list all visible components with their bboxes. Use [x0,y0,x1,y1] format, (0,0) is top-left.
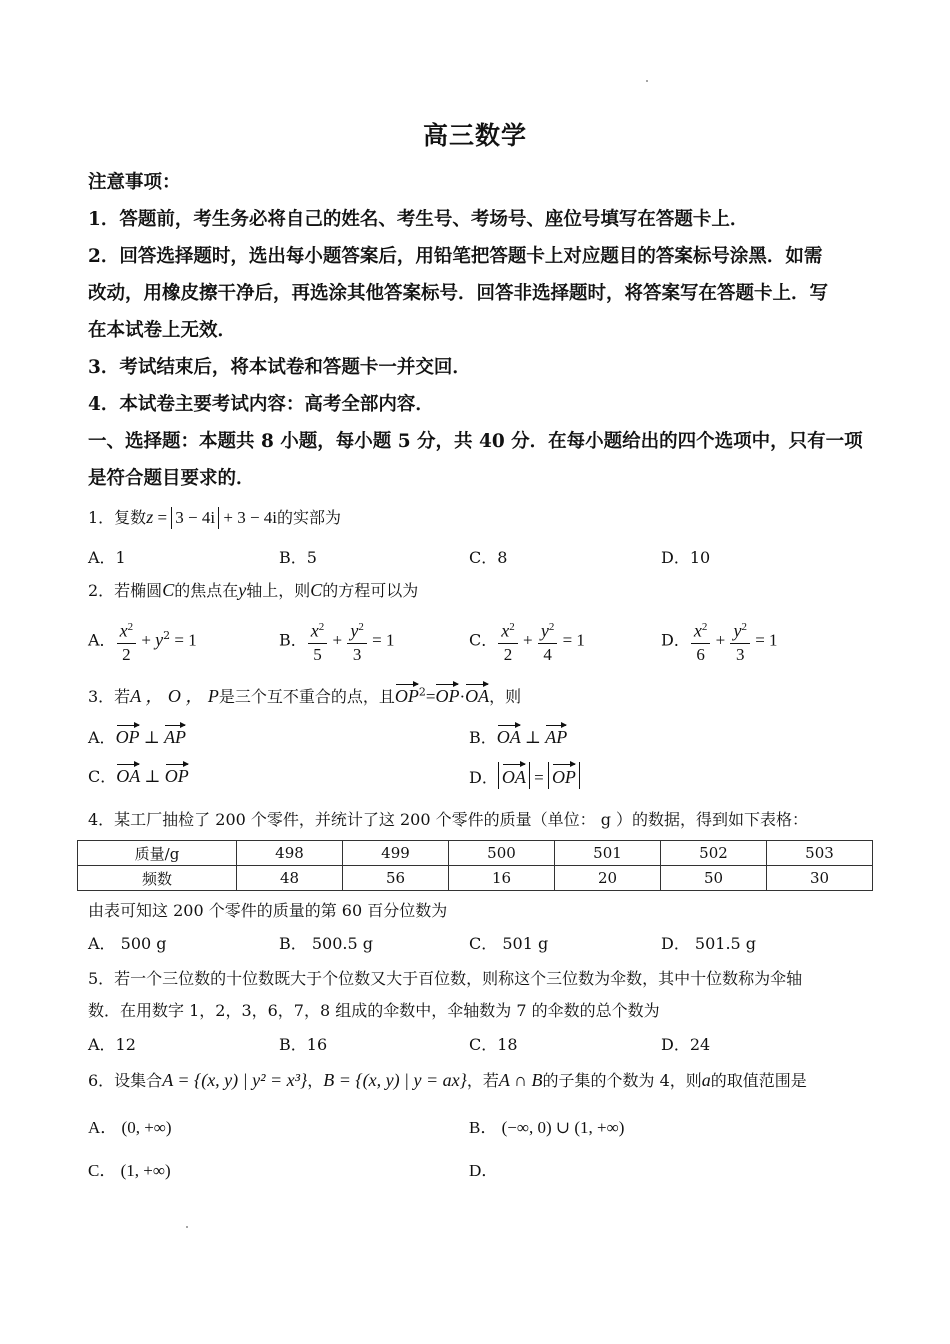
table-cell: 50 [661,866,767,891]
question-5-line-1: 5．若一个三位数的十位数既大于个位数又大于百位数，则称这个三位数为伞数，其中十位数称为伞轴 [88,969,803,988]
q3-c-label: C． [88,767,117,786]
q2-c-den: 2 [503,644,513,664]
q3-option-c [88,762,189,787]
q2-option-a-label: A． [88,630,116,650]
q2-var-c2: C [310,580,323,600]
table-cell: 503 [767,841,873,866]
q1-option-d: D．10 [661,548,711,567]
q6-comma: ， [307,1071,324,1090]
notice-item-2-line-3: 在本试卷上无效． [88,320,237,341]
q2-text-b: 的焦点在 [174,581,239,600]
q2-d-num: x [693,620,702,641]
q3-points: A ， O ， P [130,686,219,706]
q2-option-d-label: D． [661,630,690,650]
q3-d-v1: OA [502,762,526,788]
q3-vec-oa: OA [465,682,489,707]
q2-b-sq: 2 [318,621,325,633]
q2-d-den2: 3 [735,644,745,664]
q3-c-v1: OA [116,762,140,787]
q6-var-a: a [701,1070,711,1090]
q3-d-v2: OP [552,762,576,788]
notice-item-1: 1．答题前，考生务必将自己的姓名、考生号、考场号、座位号填写在答题卡上． [88,209,749,230]
q2-c-sq2: 2 [548,621,555,633]
q2-text-d: 的方程可以为 [322,581,419,600]
scan-speck [646,80,648,82]
question-1-stem [88,505,341,529]
q2-a-y-sq: 2 [163,629,171,642]
table-cell: 498 [237,841,343,866]
q2-option-b [279,616,394,666]
table-row [78,841,873,866]
q2-d-sq: 2 [701,621,708,633]
q3-d-label: D． [469,768,498,787]
q1-suffix: 的实部为 [277,508,342,527]
q2-option-c [469,616,585,666]
q1-var-z: z [146,507,154,527]
q4-table [77,840,873,891]
table-cell: 502 [661,841,767,866]
notice-heading: 注意事项： [88,172,181,193]
q2-d-num2: y [733,620,742,641]
q5-option-a: A．12 [88,1035,136,1054]
q2-var-y: y [238,580,247,600]
question-4-after-table: 由表可知这 200 个零件的质量的第 60 百分位数为 [88,901,448,920]
q4-option-a: A． 500 g [88,934,167,953]
q3-a-v1: OP [116,723,140,748]
q6-tail-1: 的子集的个数为 4，则 [542,1071,702,1090]
q3-dot: · [459,687,466,706]
table-cell: 30 [767,866,873,891]
table-cell: 48 [237,866,343,891]
q1-eq: = [153,508,172,527]
q2-text-c: 轴上，则 [246,581,311,600]
q2-d-tail: = 1 [750,630,778,650]
q2-d-plus: + [711,630,730,650]
question-4-stem: 4．某工厂抽检了 200 个零件，并统计了这 200 个零件的质量（单位： g ）的数据，得到如下表格： [88,810,809,829]
q2-d-sq2: 2 [741,621,747,633]
question-2-stem [88,578,418,601]
q6-option-d: D． [469,1161,499,1180]
q2-a-den: 2 [122,644,131,664]
q2-b-num: x [310,620,319,641]
q2-var-c: C [162,580,175,600]
q1-abs-term: 3 − 4i [171,507,219,529]
table-cell: 499 [343,841,449,866]
q3-b-v1: OA [497,723,521,748]
q6-set-b: B = {(x, y) | y = ax} [323,1070,467,1090]
q3-option-a [88,723,186,748]
table-cell: 频数 [78,866,237,891]
table-cell: 500 [449,841,555,866]
q6-prefix: 6．设集合 [88,1071,163,1090]
section-heading-line-1: 一、选择题：本题共 8 小题，每小题 5 分，共 40 分．在每小题给出的四个选项中，只有一项 [88,431,863,452]
q2-c-tail: = 1 [558,630,585,650]
q3-option-b [469,723,567,748]
question-3-stem [88,682,521,708]
q3-a-v2: AP [164,723,186,748]
scan-speck [186,1226,188,1228]
q1-option-b: B．5 [279,548,317,567]
q5-option-d: D．24 [661,1035,711,1054]
notice-item-4: 4．本试卷主要考试内容：高考全部内容． [88,394,434,415]
question-6-stem [88,1068,807,1091]
section-heading-line-2: 是符合题目要求的． [88,468,255,489]
q3-b-label: B． [469,728,497,747]
q3-eq: = [425,687,436,706]
notice-item-2-line-1: 2．回答选择题时，选出每小题答案后，用铅笔把答题卡上对应题目的答案标号涂黑．如需 [88,246,823,267]
q2-option-d [661,616,778,666]
q5-option-c: C．18 [469,1035,518,1054]
table-cell: 20 [555,866,661,891]
q2-b-den2: 3 [352,644,362,664]
page-title: 高三数学 [422,121,527,150]
notice-item-3: 3．考试结束后，将本试卷和答题卡一并交回． [88,357,471,378]
table-row [78,866,873,891]
q6-tail-2: 的取值范围是 [710,1071,807,1090]
q6-option-a: A． (0, +∞) [88,1118,172,1137]
q3-b-op: ⊥ [520,728,546,747]
q6-option-b: B． (−∞, 0) ∪ (1, +∞) [469,1118,625,1137]
table-cell: 16 [449,866,555,891]
q2-a-sq: 2 [127,621,134,633]
notice-item-2-line-2: 改动，用橡皮擦干净后，再选涂其他答案标号．回答非选择题时，将答案写在答题卡上．写 [88,283,829,304]
q2-option-c-label: C． [469,630,498,650]
q1-option-c: C．8 [469,548,508,567]
q4-option-b: B． 500.5 g [279,934,373,953]
q6-option-c: C． (1, +∞) [88,1161,171,1180]
q3-a-op: ⊥ [139,728,165,747]
q3-text-c: ，则 [489,687,522,706]
table-cell: 质量/g [78,841,237,866]
q2-text-a: 2．若椭圆 [88,581,163,600]
q2-a-plus: + [137,630,156,650]
q3-text-b: 是三个互不重合的点，且 [218,687,395,706]
q3-vec-op2: OP [435,682,459,707]
q2-option-a [88,616,197,666]
q2-c-num2: y [540,620,549,641]
question-5-line-2: 数．在用数字 1，2，3，6，7，8 组成的伞数中，伞轴数为 7 的伞数的总个数为 [88,1001,660,1020]
q2-b-num2: y [350,620,359,641]
q5-option-b: B．16 [279,1035,328,1054]
q3-c-op: ⊥ [140,767,165,786]
q1-prefix: 1．复数 [88,508,147,527]
q4-option-d: D． 501.5 g [661,934,757,953]
q2-option-b-label: B． [279,630,307,650]
q2-c-plus: + [518,630,537,650]
q2-b-den: 5 [313,644,322,664]
q3-vec-op: OP [395,682,419,707]
q3-option-d [469,762,580,789]
q1-option-a: A．1 [88,548,126,567]
table-cell: 501 [555,841,661,866]
q6-set-a: A = {(x, y) | y² = x³} [162,1070,308,1090]
q3-a-label: A． [88,728,116,747]
q6-intersection: A ∩ B [498,1070,543,1090]
table-cell: 56 [343,866,449,891]
q2-d-den: 6 [696,644,705,664]
q2-a-y: y [155,629,164,650]
q2-b-tail: = 1 [367,630,395,650]
q2-c-num: x [501,620,510,641]
q2-a-tail: = 1 [170,630,197,650]
q2-c-sq: 2 [509,621,515,633]
q3-b-v2: AP [545,723,567,748]
q2-c-den2: 4 [543,644,552,664]
q6-mid: ，若 [466,1071,499,1090]
q2-a-num: x [119,620,128,641]
q1-rest: + 3 − 4i [219,508,278,527]
q3-text-a: 3．若 [88,687,131,706]
q2-b-sq2: 2 [358,621,364,633]
q2-b-plus: + [328,630,347,650]
q4-option-c: C． 501 g [469,934,549,953]
q3-sq: 2 [418,685,426,699]
q3-c-v2: OP [165,762,189,787]
q3-d-op: = [529,768,548,787]
